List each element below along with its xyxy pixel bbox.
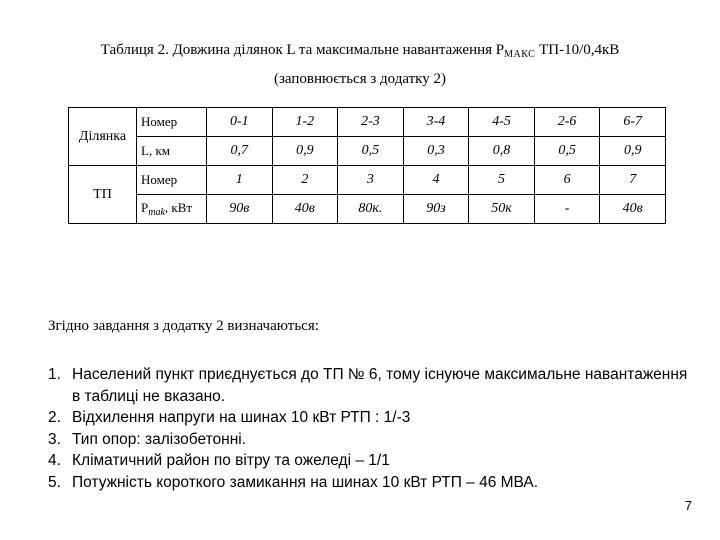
item-number: 2. xyxy=(48,409,61,426)
row-label-number: Номер xyxy=(137,108,207,137)
item-text: Тип опор: залізобетонні. xyxy=(72,430,247,448)
item-number: 3. xyxy=(48,430,61,448)
item-text: Населений пункт приєднується до ТП № 6, тому існуюче максимальне навантаження в таблиці не вказано. xyxy=(72,366,688,405)
tp-number-cell: 6 xyxy=(534,166,600,195)
caption-subscript: МАКС xyxy=(504,49,536,60)
group-tp: ТП xyxy=(69,166,137,224)
item-number: 5. xyxy=(48,473,61,491)
load-symbol: P xyxy=(141,200,149,215)
row-label-load xyxy=(137,195,207,224)
load-cell: 50к xyxy=(469,195,535,224)
row-label-tp-number: Номер xyxy=(137,166,207,195)
table-caption xyxy=(0,38,720,91)
length-cell: 0,5 xyxy=(534,137,600,166)
table-row xyxy=(69,108,666,137)
length-cell: 0,9 xyxy=(272,137,338,166)
tp-number-cell: 2 xyxy=(272,166,338,195)
load-cell: 40в xyxy=(272,195,338,224)
tp-number-cell: 5 xyxy=(469,166,535,195)
item-text: Кліматичний район по вітру та ожеледі – 1/1 xyxy=(72,452,390,469)
load-cell: 90з xyxy=(403,195,469,224)
list-item xyxy=(48,450,688,472)
load-cell: 40в xyxy=(600,195,666,224)
row-label-length: L, км xyxy=(137,137,207,166)
section-cell: 4-5 xyxy=(469,108,535,137)
intro-text: Згідно завдання з додатку 2 визначаються: xyxy=(48,318,319,334)
load-unit: , кВт xyxy=(164,200,193,215)
list-item xyxy=(48,364,688,407)
caption-main: Таблиця 2. Довжина ділянок L та максимальне навантаження P xyxy=(100,42,505,58)
section-cell: 1-2 xyxy=(272,108,338,137)
table-row xyxy=(69,195,666,224)
section-cell: 3-4 xyxy=(403,108,469,137)
load-cell: - xyxy=(534,195,600,224)
caption-note: (заповнюється з додатку 2) xyxy=(273,71,447,87)
length-cell: 0,9 xyxy=(600,137,666,166)
item-number: 1. xyxy=(48,366,61,383)
table-row xyxy=(69,166,666,195)
data-table xyxy=(68,107,666,224)
section-cell: 2-6 xyxy=(534,108,600,137)
length-cell: 0,3 xyxy=(403,137,469,166)
page-number: 7 xyxy=(684,498,692,513)
tp-number-cell: 7 xyxy=(600,166,666,195)
tp-number-cell: 4 xyxy=(403,166,469,195)
task-list xyxy=(48,364,688,493)
item-number: 4. xyxy=(48,452,61,469)
group-section: Ділянка xyxy=(69,108,137,166)
tp-number-cell: 1 xyxy=(207,166,273,195)
tp-number-cell: 3 xyxy=(338,166,404,195)
list-item xyxy=(48,407,688,429)
load-cell: 80к. xyxy=(338,195,404,224)
section-cell: 6-7 xyxy=(600,108,666,137)
item-text: Відхилення напруги на шинах 10 кВт РТП : 1/-3 xyxy=(72,409,411,426)
caption-tail: ТП-10/0,4кВ xyxy=(535,42,620,58)
list-item xyxy=(48,429,688,451)
item-text: Потужність короткого замикання на шинах 10 кВт РТП – 46 МВА. xyxy=(72,473,538,491)
load-subscript: mak xyxy=(148,207,165,218)
table-row xyxy=(69,137,666,166)
length-cell: 0,5 xyxy=(338,137,404,166)
length-cell: 0,7 xyxy=(207,137,273,166)
section-cell: 2-3 xyxy=(338,108,404,137)
section-cell: 0-1 xyxy=(207,108,273,137)
length-cell: 0,8 xyxy=(469,137,535,166)
list-item xyxy=(48,472,688,494)
load-cell: 90в xyxy=(207,195,273,224)
